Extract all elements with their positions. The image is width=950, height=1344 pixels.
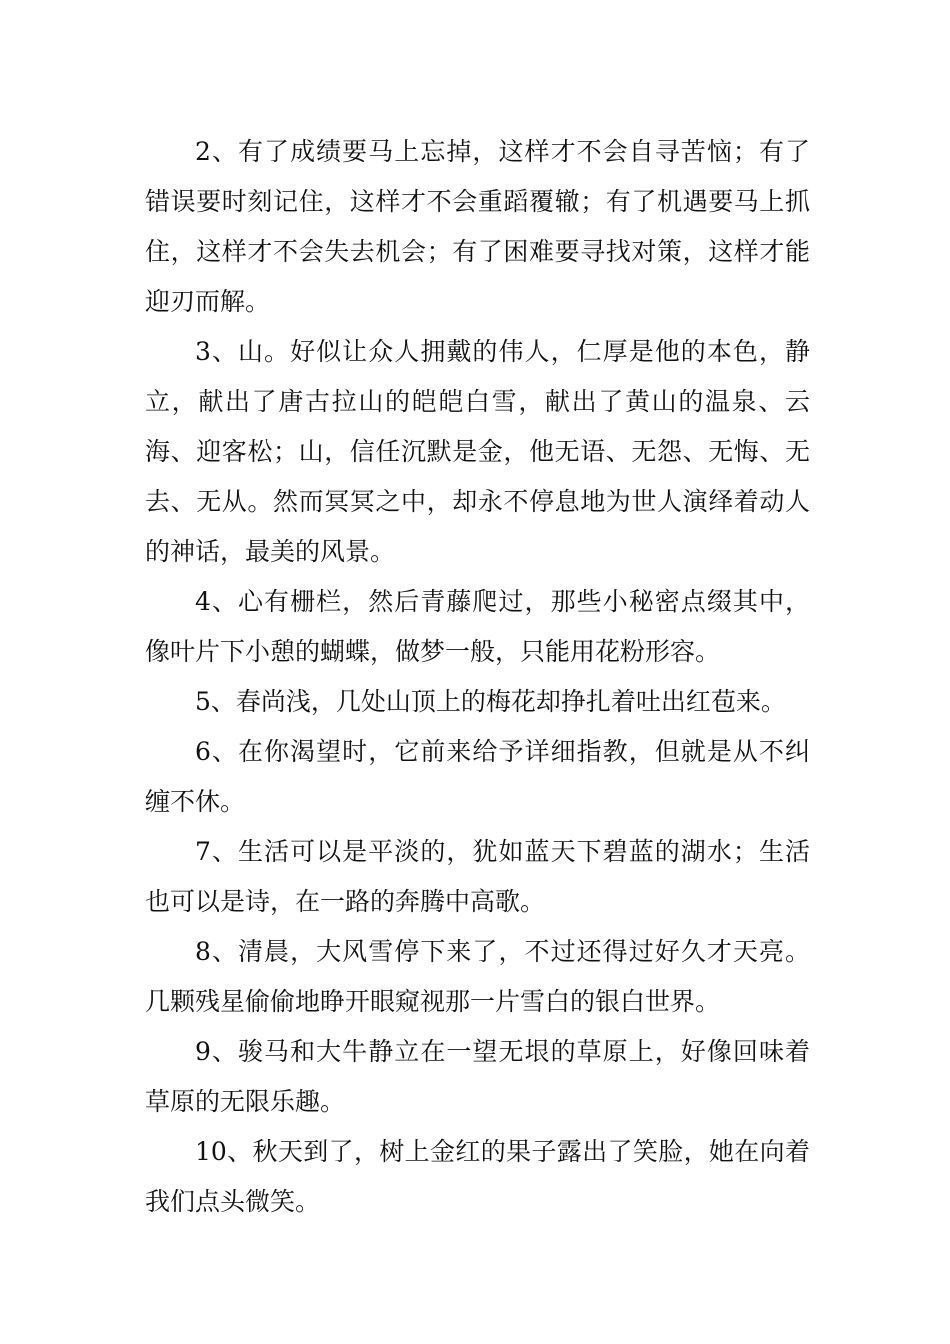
paragraph-7: 7、生活可以是平淡的，犹如蓝天下碧蓝的湖水；生活也可以是诗，在一路的奔腾中高歌。 (145, 837, 810, 916)
paragraph-5: 5、春尚浅，几处山顶上的梅花却挣扎着吐出红苞来。 (195, 687, 786, 716)
paragraph-10: 10、秋天到了，树上金红的果子露出了笑脸，她在向着我们点头微笑。 (145, 1137, 810, 1216)
paragraph-2: 2、有了成绩要马上忘掉，这样才不会自寻苦恼；有了错误要时刻记住，这样才不会重蹈覆辙；有了机遇要马上抓住，这样才不会失去机会；有了困难要寻找对策，这样才能迎刃而解。 (145, 137, 810, 316)
paragraph-3: 3、山。好似让众人拥戴的伟人，仁厚是他的本色，静立，献出了唐古拉山的皑皑白雪，献出了黄山的温泉、云海、迎客松；山，信任沉默是金，他无语、无怨、无悔、无去、无从。然而冥冥之中，却永不停息地为世人演绎着动人的神话，最美的风景。 (145, 337, 810, 566)
document-body (145, 127, 810, 1227)
paragraph-8: 8、清晨，大风雪停下来了，不过还得过好久才天亮。几颗残星偷偷地睁开眼窥视那一片雪白的银白世界。 (145, 937, 810, 1016)
paragraph-4: 4、心有栅栏，然后青藤爬过，那些小秘密点缀其中，像叶片下小憩的蝴蝶，做梦一般，只能用花粉形容。 (145, 587, 810, 666)
paragraph-9: 9、骏马和大牛静立在一望无垠的草原上，好像回味着草原的无限乐趣。 (145, 1037, 810, 1116)
paragraph-6: 6、在你渴望时，它前来给予详细指教，但就是从不纠缠不休。 (145, 737, 810, 816)
